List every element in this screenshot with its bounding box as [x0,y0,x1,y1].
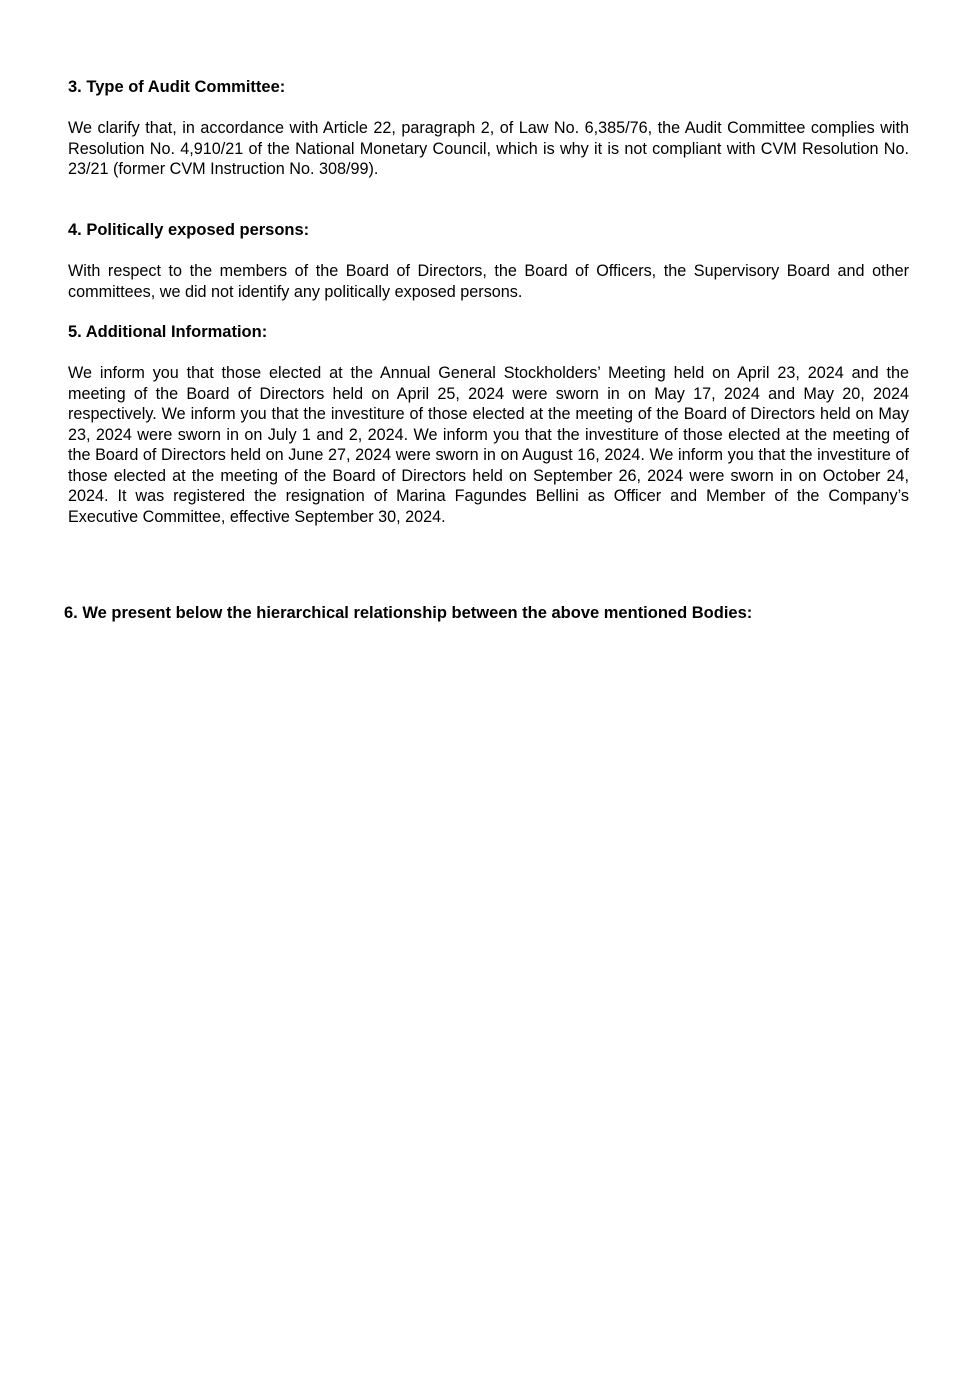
section-5-body: We inform you that those elected at the Annual General Stockholders’ Meeting held on April 23, 2024 and the meeting of the Board of Directors held on April 25, 2024 were sworn in on May 17, 2024 and May 20, 2024 respectively. We inform you that the investiture of those elected at the meeting of the Board of Directors held on May 23, 2024 were sworn in on July 1 and 2, 2024. We inform you that the investiture of those elected at the meeting of the Board of Directors held on June 27, 2024 were sworn in on August 16, 2024. We inform you that the investiture of those elected at the meeting of the Board of Directors held on September 26, 2024 were sworn in on October 24, 2024. It was registered the resignation of Marina Fagundes Bellini as Officer and Member of the Company’s Executive Committee, effective September 30, 2024. [68,364,909,526]
section-3-body: We clarify that, in accordance with Article 22, paragraph 2, of Law No. 6,385/76, the Audit Committee complies with Resolution No. 4,910/21 of the National Monetary Council, which is why it is not compliant with CVM Resolution No. 23/21 (former CVM Instruction No. 308/99). [68,119,909,178]
section-4-body: With respect to the members of the Board of Directors, the Board of Officers, the Supervisory Board and other committees, we did not identify any politically exposed persons. [68,262,909,301]
section-6-heading: 6. We present below the hierarchical relationship between the above mentioned Bodies: [64,604,753,622]
section-3-heading: 3. Type of Audit Committee: [68,78,286,96]
section-5-heading: 5. Additional Information: [68,323,268,341]
section-4-heading: 4. Politically exposed persons: [68,221,310,239]
